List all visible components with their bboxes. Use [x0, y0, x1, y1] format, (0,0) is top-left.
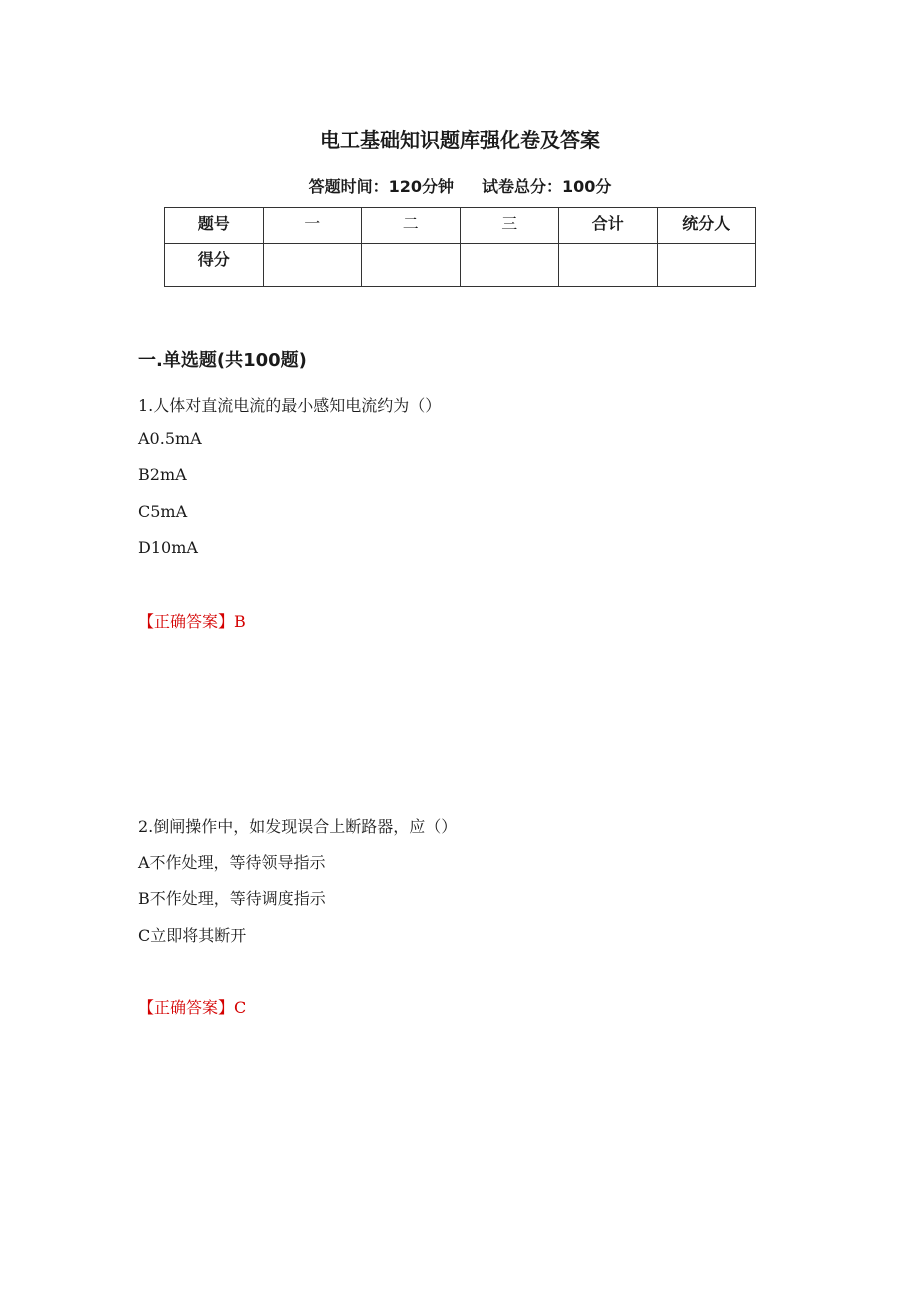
header-cell-question-number: 题号: [165, 208, 264, 244]
score-table-header-row: [165, 208, 756, 244]
exam-info: [0, 174, 920, 197]
score-cell-total: [559, 244, 658, 287]
score-cell-section-1: [263, 244, 362, 287]
score-table-score-row: [165, 244, 756, 287]
question-1-stem: 1.人体对直流电流的最小感知电流约为（）: [138, 396, 442, 415]
question-1-option-b: B2mA: [138, 465, 187, 484]
question-1-option-c: C5mA: [138, 502, 188, 521]
question-1-answer: 【正确答案】B: [138, 612, 246, 631]
document-title: 电工基础知识题库强化卷及答案: [320, 128, 600, 152]
question-2-option-a: A不作处理，等待领导指示: [138, 853, 326, 872]
question-2-option-b: B不作处理，等待调度指示: [138, 889, 326, 908]
score-table: [164, 207, 756, 287]
question-2-option-c: C立即将其断开: [138, 926, 247, 945]
question-2-answer: 【正确答案】C: [138, 998, 247, 1017]
header-cell-section-2: 二: [362, 208, 461, 244]
question-1-option-a: A0.5mA: [138, 429, 202, 448]
score-cell-section-3: [460, 244, 559, 287]
row-label-score: 得分: [165, 244, 264, 287]
header-cell-total: 合计: [559, 208, 658, 244]
exam-time: 答题时间：120分钟: [308, 177, 454, 196]
total-score: 试卷总分：100分: [482, 177, 612, 196]
score-cell-scorer: [657, 244, 756, 287]
question-1-option-d: D10mA: [138, 538, 198, 557]
question-2-stem: 2.倒闸操作中，如发现误合上断路器，应（）: [138, 817, 458, 836]
score-cell-section-2: [362, 244, 461, 287]
header-cell-section-3: 三: [460, 208, 559, 244]
section-heading: 一.单选题(共100题): [138, 350, 307, 371]
header-cell-scorer: 统分人: [657, 208, 756, 244]
header-cell-section-1: 一: [263, 208, 362, 244]
